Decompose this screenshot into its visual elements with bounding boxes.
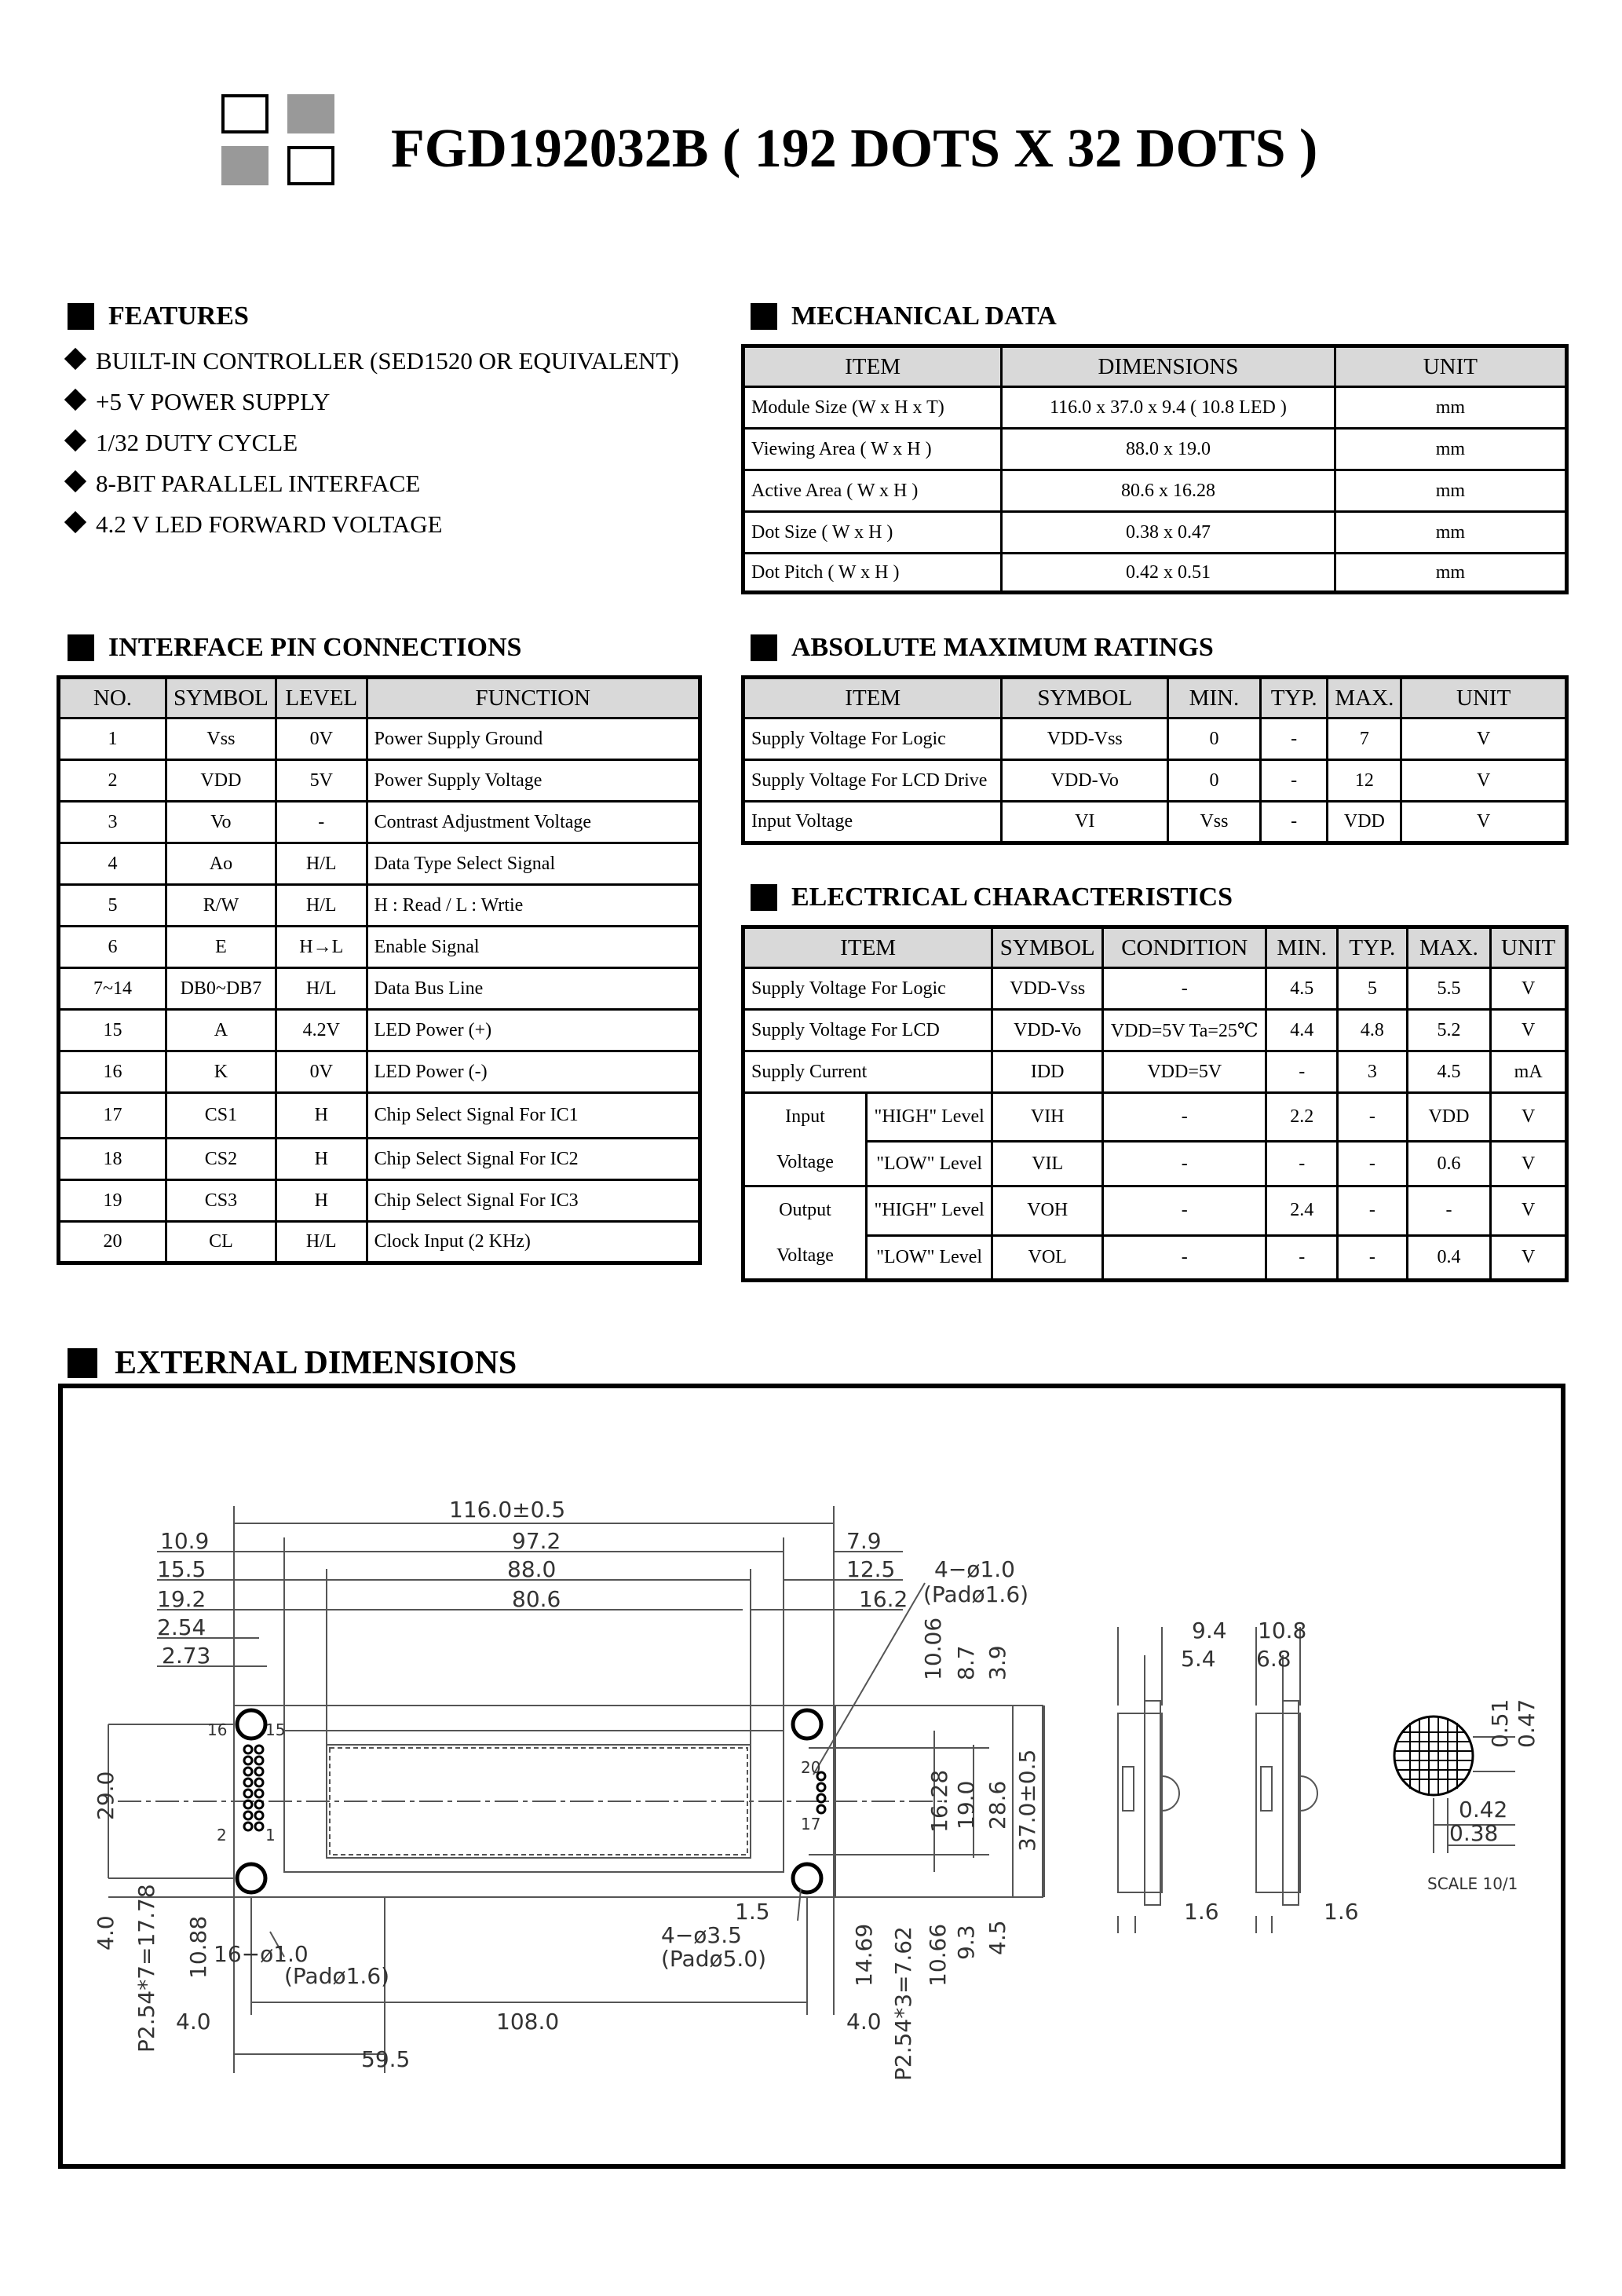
table-cell: Chip Select Signal For IC3 [367, 1180, 700, 1222]
dim-label: 19.2 [157, 1586, 206, 1612]
table-cell: Ao [166, 843, 276, 885]
dim-label: 0.47 [1514, 1698, 1540, 1748]
scale-label: SCALE 10/1 [1427, 1874, 1518, 1893]
table-cell: mA [1491, 1051, 1567, 1093]
mount-hole [237, 1864, 265, 1892]
label-line: Input [785, 1106, 825, 1127]
table-cell: - [1338, 1186, 1408, 1236]
table-cell: 3 [59, 802, 166, 843]
mount-hole [793, 1710, 821, 1738]
table-cell: VDD=5V Ta=25℃ [1103, 1010, 1266, 1051]
side-view-led [1256, 1713, 1300, 1892]
table-cell: VDD-Vss [992, 968, 1103, 1010]
table-cell: Dot Size ( W x H ) [743, 512, 1002, 554]
feature-text: 4.2 V LED FORWARD VOLTAGE [96, 510, 443, 538]
table-cell: 5 [1338, 968, 1408, 1010]
column-header: CONDITION [1103, 927, 1266, 968]
table-cell: Supply Voltage For LCD Drive [743, 760, 1002, 802]
dim-label: 2.73 [162, 1643, 211, 1669]
table-cell: - [1103, 968, 1266, 1010]
dim-label: 4−ø1.0 [934, 1556, 1015, 1582]
label-line: Voltage [776, 1245, 834, 1266]
side-view-panel [1118, 1713, 1162, 1892]
absmax-heading-text: ABSOLUTE MAXIMUM RATINGS [791, 633, 1214, 662]
table-cell: 7~14 [59, 968, 166, 1010]
dim-label: 10.8 [1258, 1618, 1307, 1643]
table-cell: 12 [1328, 760, 1401, 802]
table-cell: 1 [59, 718, 166, 760]
mount-hole [237, 1710, 265, 1738]
table-cell: - [1407, 1186, 1491, 1236]
table-cell: 20 [59, 1222, 166, 1263]
table-cell: IDD [992, 1051, 1103, 1093]
column-header: UNIT [1335, 346, 1566, 387]
column-header: FUNCTION [367, 678, 700, 718]
pin-row-right [817, 1772, 825, 1813]
column-header: ITEM [743, 678, 1002, 718]
table-cell: 16 [59, 1051, 166, 1093]
table-cell: 3 [1338, 1051, 1408, 1093]
table-cell: 4.4 [1266, 1010, 1338, 1051]
dim-label: 10.06 [920, 1617, 946, 1680]
pin-row-left [244, 1746, 263, 1830]
dim-label: 9.4 [1192, 1618, 1227, 1643]
table-cell: 4.5 [1407, 1051, 1491, 1093]
table-cell: "LOW" Level [867, 1235, 992, 1280]
column-header: LEVEL [276, 678, 367, 718]
label-line: Output [779, 1200, 831, 1220]
dim-label: 4.0 [93, 1915, 119, 1951]
dim-label: 12.5 [846, 1556, 896, 1582]
table-cell: Power Supply Ground [367, 718, 700, 760]
table-cell: Data Type Select Signal [367, 843, 700, 885]
table-cell: "HIGH" Level [867, 1186, 992, 1236]
table-cell: CS1 [166, 1093, 276, 1139]
column-header: ITEM [743, 346, 1002, 387]
dim-label: 9.3 [953, 1925, 979, 1960]
table-cell: Dot Pitch ( W x H ) [743, 554, 1002, 593]
table-cell: 7 [1328, 718, 1401, 760]
table-cell: DB0~DB7 [166, 968, 276, 1010]
table-cell: 4 [59, 843, 166, 885]
table-cell: mm [1335, 512, 1566, 554]
features-heading-text: FEATURES [108, 302, 249, 331]
table-cell: 4.8 [1338, 1010, 1408, 1051]
table-cell: CS2 [166, 1139, 276, 1180]
table-cell: H [276, 1093, 367, 1139]
table-cell: 0.6 [1407, 1142, 1491, 1186]
table-cell: - [1103, 1142, 1266, 1186]
dim-label: 14.69 [851, 1923, 877, 1987]
table-cell: 0V [276, 1051, 367, 1093]
table-cell: - [1260, 718, 1328, 760]
column-header: TYP. [1260, 678, 1328, 718]
table-cell: Viewing Area ( W x H ) [743, 429, 1002, 470]
table-cell: CS3 [166, 1180, 276, 1222]
table-cell: Data Bus Line [367, 968, 700, 1010]
dim-label: 116.0±0.5 [449, 1497, 566, 1523]
dim-label: 6.8 [1256, 1646, 1291, 1672]
table-cell: R/W [166, 885, 276, 927]
table-cell: V [1491, 1142, 1567, 1186]
column-header: TYP. [1338, 927, 1408, 968]
table-cell: Supply Current [743, 1051, 992, 1093]
table-cell: VDD=5V [1103, 1051, 1266, 1093]
dim-label: 80.6 [512, 1586, 561, 1612]
table-cell: Contrast Adjustment Voltage [367, 802, 700, 843]
table-cell: - [1260, 760, 1328, 802]
table-cell: 2.4 [1266, 1186, 1338, 1236]
table-cell: VOH [992, 1186, 1103, 1236]
table-cell: - [1338, 1142, 1408, 1186]
dim-label: 5.4 [1181, 1646, 1216, 1672]
table-cell: Clock Input (2 KHz) [367, 1222, 700, 1263]
table-cell: Vss [1168, 802, 1261, 843]
table-cell: H [276, 1180, 367, 1222]
dim-label: P2.54*7=17.78 [133, 1884, 159, 2053]
table-cell: VIH [992, 1093, 1103, 1142]
table-cell: Module Size (W x H x T) [743, 387, 1002, 429]
dim-label: 1.5 [735, 1899, 770, 1925]
dim-label: 28.6 [985, 1780, 1010, 1830]
dim-label: 108.0 [496, 2009, 560, 2035]
dim-label: 0.38 [1449, 1820, 1499, 1846]
table-cell: Vo [166, 802, 276, 843]
table-cell: H : Read / L : Wrtie [367, 885, 700, 927]
dim-label: (Padø5.0) [661, 1946, 767, 1972]
table-cell: VDD-Vo [992, 1010, 1103, 1051]
table-cell: LED Power (+) [367, 1010, 700, 1051]
table-cell: Supply Voltage For Logic [743, 718, 1002, 760]
pins-heading-text: INTERFACE PIN CONNECTIONS [108, 633, 522, 662]
column-header: SYMBOL [166, 678, 276, 718]
table-cell: 5.5 [1407, 968, 1491, 1010]
dim-label: 97.2 [512, 1528, 561, 1554]
pin-label: 15 [265, 1720, 286, 1739]
table-cell: - [1266, 1142, 1338, 1186]
label-line: Voltage [776, 1152, 834, 1172]
table-cell: Enable Signal [367, 927, 700, 968]
dim-label: 0.51 [1487, 1698, 1513, 1748]
table-cell: 17 [59, 1093, 166, 1139]
dim-label: 10.88 [185, 1915, 211, 1979]
column-header: MIN. [1266, 927, 1338, 968]
dim-label: 16.2 [859, 1586, 908, 1612]
dim-label: 16−ø1.0 [214, 1941, 309, 1967]
elec-heading-text: ELECTRICAL CHARACTERISTICS [791, 883, 1233, 912]
table-cell: 0 [1168, 718, 1261, 760]
page-title: FGD192032B ( 192 DOTS X 32 DOTS ) [391, 119, 1318, 179]
dim-label: (Padø1.6) [284, 1963, 390, 1989]
column-header: UNIT [1491, 927, 1567, 968]
table-cell: V [1401, 802, 1567, 843]
dim-label: 29.0 [93, 1771, 119, 1820]
table-cell: H/L [276, 1222, 367, 1263]
feature-text: +5 V POWER SUPPLY [96, 388, 331, 415]
dim-label: 19.0 [953, 1780, 979, 1830]
table-cell: 4.2V [276, 1010, 367, 1051]
column-header: MIN. [1168, 678, 1261, 718]
table-cell: 5V [276, 760, 367, 802]
table-cell: - [276, 802, 367, 843]
table-cell: Supply Voltage For Logic [743, 968, 992, 1010]
table-cell: 18 [59, 1139, 166, 1180]
table-cell: VDD-Vo [1002, 760, 1168, 802]
column-header: SYMBOL [1002, 678, 1168, 718]
column-header: MAX. [1328, 678, 1401, 718]
dim-label: 4.0 [176, 2009, 211, 2035]
table-cell: Input Voltage [743, 802, 1002, 843]
pin-label: 1 [265, 1826, 276, 1844]
table-cell: H/L [276, 968, 367, 1010]
dim-label: 7.9 [846, 1528, 882, 1554]
external-heading-text: EXTERNAL DIMENSIONS [115, 1345, 517, 1381]
table-cell: 0 [1168, 760, 1261, 802]
dim-label: 37.0±0.5 [1014, 1749, 1040, 1852]
table-cell: 88.0 x 19.0 [1002, 429, 1335, 470]
dim-label: 10.9 [160, 1528, 210, 1554]
table-cell: mm [1335, 470, 1566, 512]
table-cell: VDD-Vss [1002, 718, 1168, 760]
table-cell: 80.6 x 16.28 [1002, 470, 1335, 512]
table-cell: H [276, 1139, 367, 1180]
table-cell: 0.42 x 0.51 [1002, 554, 1335, 593]
table-cell: - [1266, 1235, 1338, 1280]
table-cell: VOL [992, 1235, 1103, 1280]
table-cell: 5.2 [1407, 1010, 1491, 1051]
table-cell: V [1491, 1093, 1567, 1142]
table-cell: "HIGH" Level [867, 1093, 992, 1142]
table-cell: VDD [1407, 1093, 1491, 1142]
table-cell: V [1491, 968, 1567, 1010]
table-cell: - [1266, 1051, 1338, 1093]
table-cell: V [1401, 760, 1567, 802]
table-cell: - [1103, 1093, 1266, 1142]
table-cell: H/L [276, 885, 367, 927]
mechanical-heading-text: MECHANICAL DATA [791, 302, 1057, 331]
pin-label: 2 [217, 1826, 227, 1844]
dot-detail [1394, 1717, 1473, 1795]
dim-label: 8.7 [953, 1645, 979, 1680]
table-cell: 2.2 [1266, 1093, 1338, 1142]
dim-label: 88.0 [507, 1556, 557, 1582]
table-cell: V [1491, 1010, 1567, 1051]
table-cell: CL [166, 1222, 276, 1263]
table-cell: VI [1002, 802, 1168, 843]
column-header: ITEM [743, 927, 992, 968]
pin-label: 16 [207, 1720, 228, 1739]
column-header: MAX. [1407, 927, 1491, 968]
table-cell: E [166, 927, 276, 968]
table-cell: Supply Voltage For LCD [743, 1010, 992, 1051]
column-header: NO. [59, 678, 166, 718]
pin-label: 17 [801, 1815, 821, 1834]
feature-text: BUILT-IN CONTROLLER (SED1520 OR EQUIVALENT) [96, 347, 679, 375]
dim-label: (Padø1.6) [923, 1581, 1029, 1607]
mount-hole [793, 1864, 821, 1892]
table-cell: 5 [59, 885, 166, 927]
table-cell: A [166, 1010, 276, 1051]
dim-label: 16.28 [926, 1769, 952, 1833]
column-header: DIMENSIONS [1002, 346, 1335, 387]
table-cell: Active Area ( W x H ) [743, 470, 1002, 512]
table-cell: H/L [276, 843, 367, 885]
feature-text: 8-BIT PARALLEL INTERFACE [96, 470, 421, 497]
table-cell: - [1103, 1186, 1266, 1236]
dim-label: 4−ø3.5 [661, 1922, 742, 1948]
table-cell: V [1491, 1235, 1567, 1280]
table-cell: - [1103, 1235, 1266, 1280]
dim-label: 1.6 [1184, 1899, 1219, 1925]
dim-label: 3.9 [985, 1645, 1010, 1680]
dim-label: 0.42 [1459, 1797, 1508, 1823]
table-cell: VDD [166, 760, 276, 802]
table-cell: V [1491, 1186, 1567, 1236]
table-cell: LED Power (-) [367, 1051, 700, 1093]
dim-label: 15.5 [157, 1556, 206, 1582]
table-cell: mm [1335, 429, 1566, 470]
table-cell: 116.0 x 37.0 x 9.4 ( 10.8 LED ) [1002, 387, 1335, 429]
dim-label: 2.54 [157, 1614, 206, 1640]
table-cell: 15 [59, 1010, 166, 1051]
table-cell: 0.38 x 0.47 [1002, 512, 1335, 554]
dim-label: 4.5 [985, 1920, 1010, 1955]
table-cell: mm [1335, 554, 1566, 593]
table-cell: "LOW" Level [867, 1142, 992, 1186]
column-header: UNIT [1401, 678, 1567, 718]
dim-label: 4.0 [846, 2009, 882, 2035]
table-cell: Power Supply Voltage [367, 760, 700, 802]
table-cell: - [1338, 1093, 1408, 1142]
table-cell: 4.5 [1266, 968, 1338, 1010]
dim-label: 1.6 [1324, 1899, 1359, 1925]
table-cell: Vss [166, 718, 276, 760]
pin-label: 20 [801, 1758, 821, 1777]
table-cell: 2 [59, 760, 166, 802]
feature-text: 1/32 DUTY CYCLE [96, 429, 298, 456]
column-header: SYMBOL [992, 927, 1103, 968]
table-cell: VIL [992, 1142, 1103, 1186]
table-cell: - [1338, 1235, 1408, 1280]
table-cell: 0.4 [1407, 1235, 1491, 1280]
table-cell: mm [1335, 387, 1566, 429]
table-cell: 6 [59, 927, 166, 968]
table-cell: - [1260, 802, 1328, 843]
dim-label: P2.54*3=7.62 [890, 1926, 916, 2081]
table-cell: 19 [59, 1180, 166, 1222]
table-cell: Chip Select Signal For IC1 [367, 1093, 700, 1139]
table-cell: K [166, 1051, 276, 1093]
table-cell: VDD [1328, 802, 1401, 843]
table-cell: Chip Select Signal For IC2 [367, 1139, 700, 1180]
dim-label: 10.66 [925, 1923, 951, 1987]
table-cell: 0V [276, 718, 367, 760]
table-cell: V [1401, 718, 1567, 760]
table-cell: H→L [276, 927, 367, 968]
dim-label: 59.5 [361, 2046, 411, 2072]
